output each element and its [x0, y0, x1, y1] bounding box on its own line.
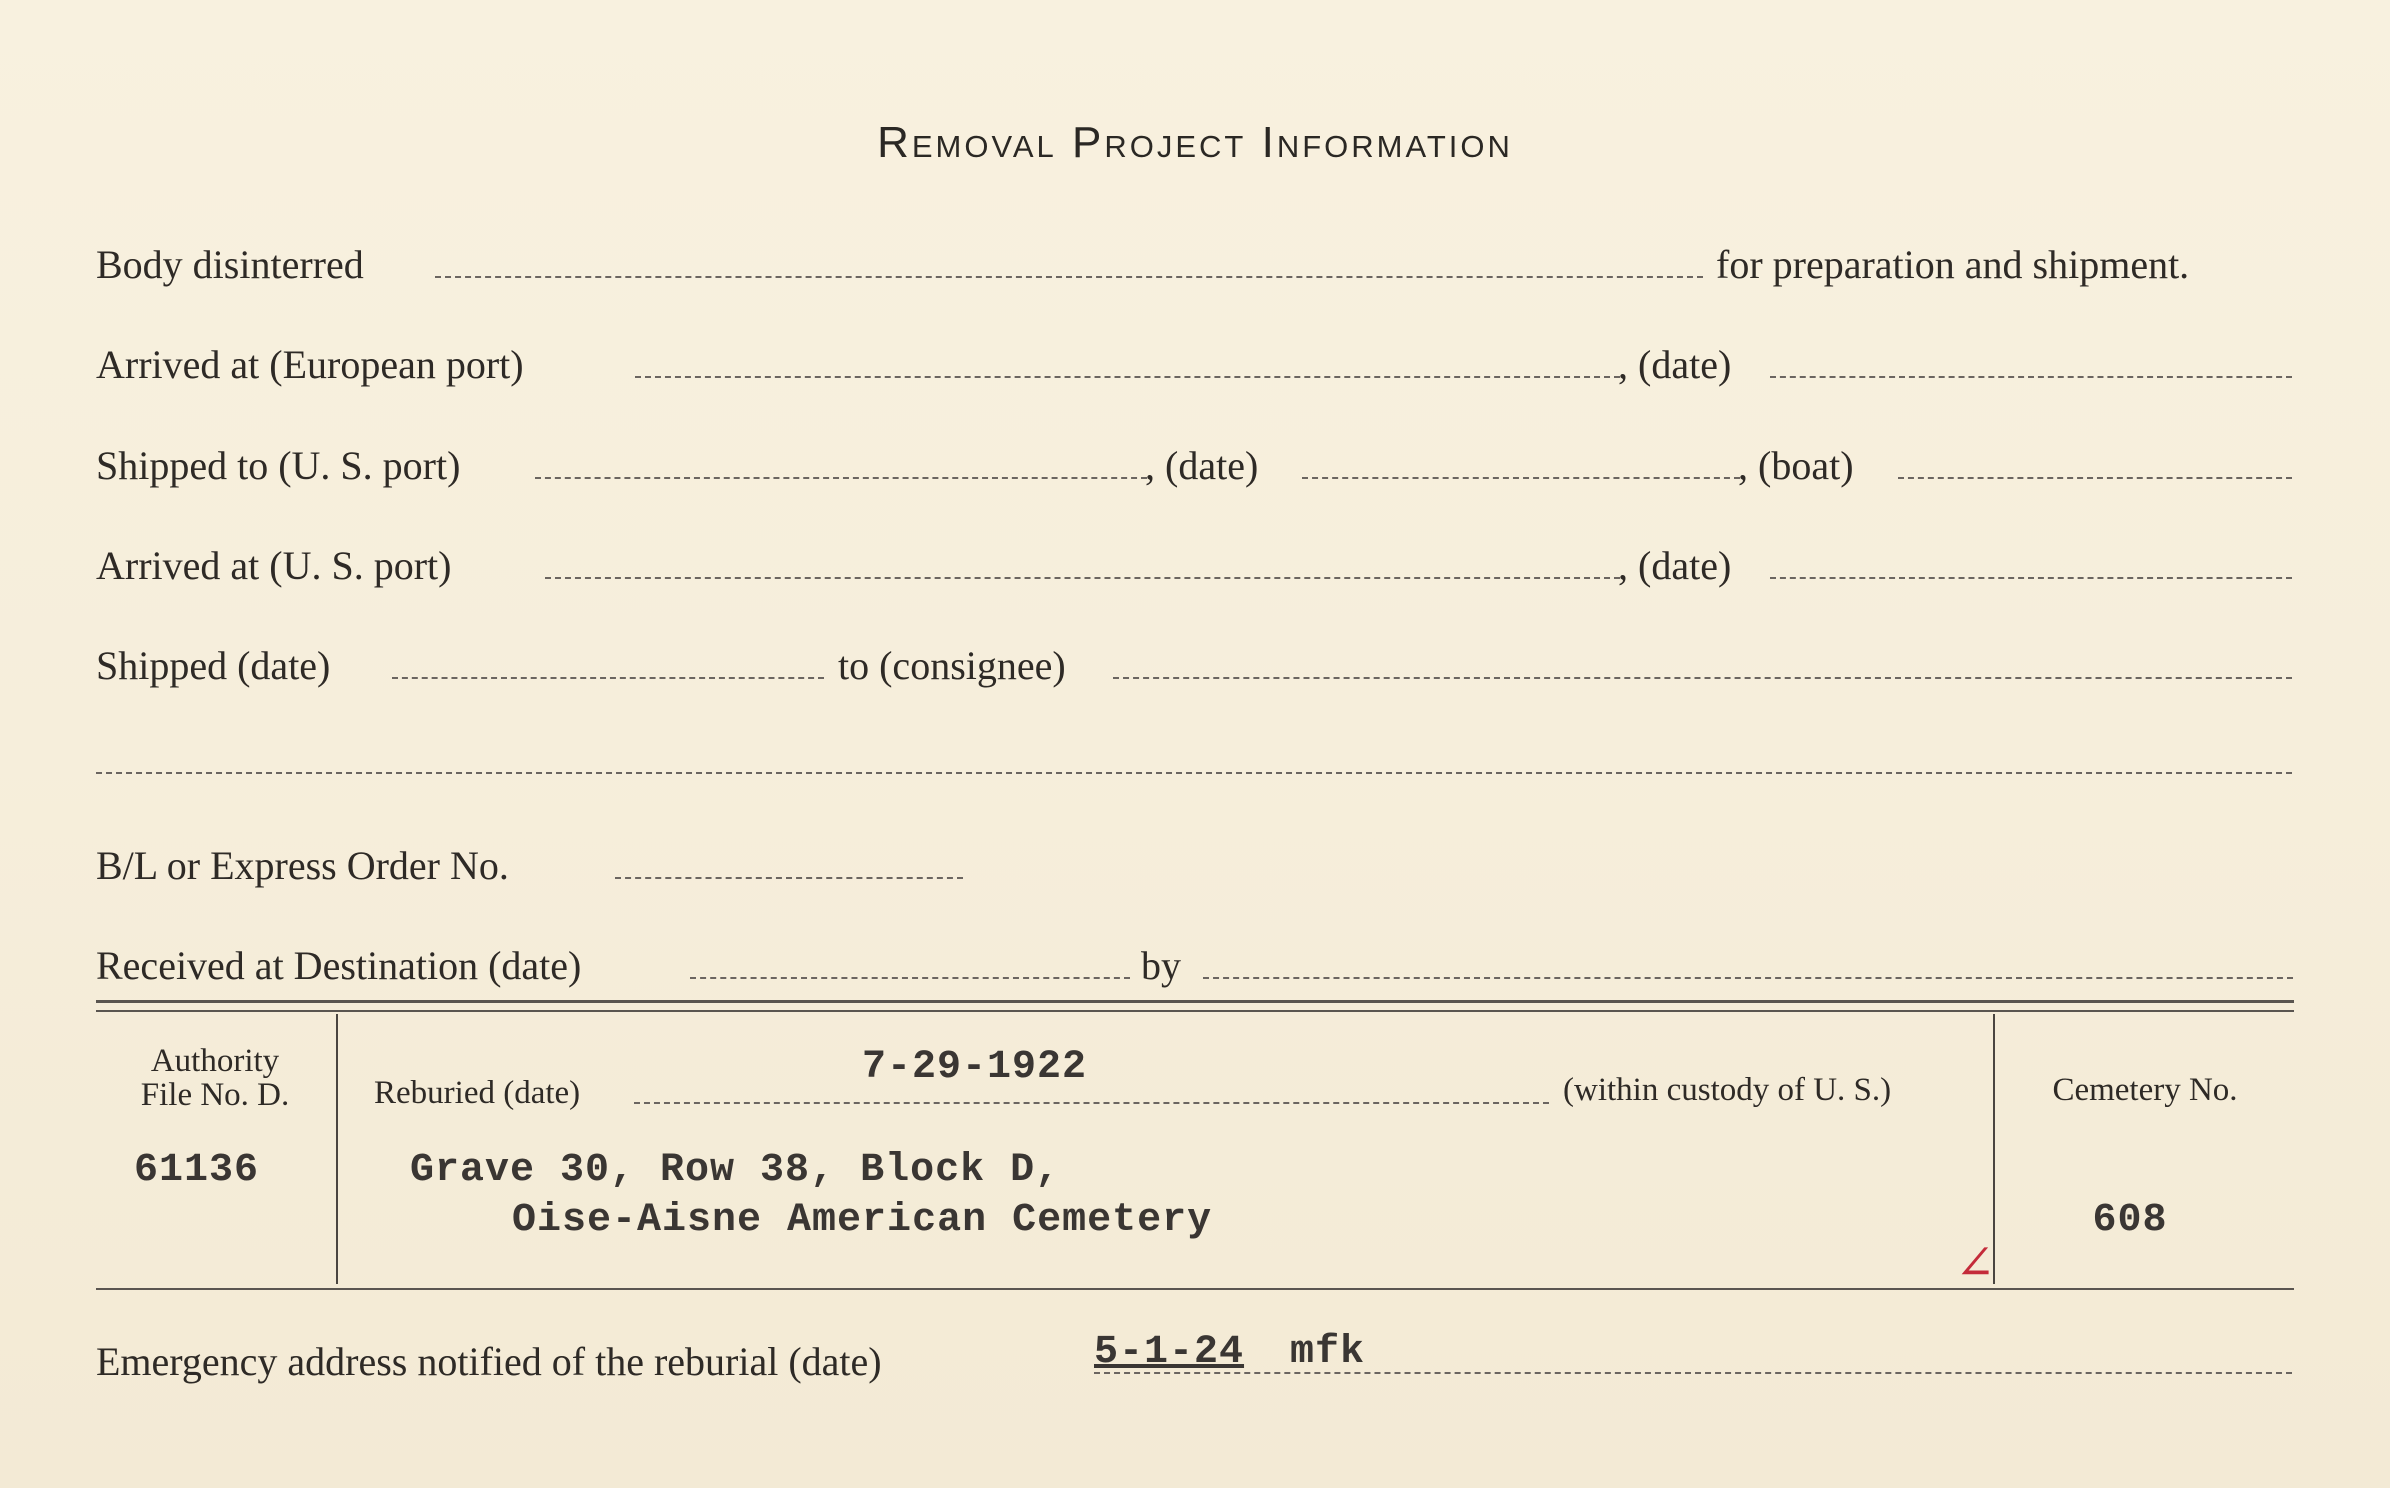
grave-line-2: Oise-Aisne American Cemetery: [512, 1198, 1213, 1243]
received-date-line: [690, 977, 1130, 979]
reburied-line: [634, 1102, 1549, 1104]
table-top-rule-2: [96, 1010, 2294, 1012]
date-label-2: , (date): [1145, 443, 1259, 488]
arrived-us-line: [545, 577, 1620, 579]
reburied-date: 7-29-1922: [862, 1045, 1088, 1090]
grave-line-1: Grave 30, Row 38, Block D,: [410, 1148, 1061, 1193]
date-label-1: , (date): [1618, 342, 1732, 387]
received-label: Received at Destination (date): [96, 943, 582, 988]
bl-order-line: [615, 877, 963, 879]
emergency-initials: mfk: [1290, 1330, 1366, 1375]
table-divider-1: [336, 1014, 338, 1284]
card-title: Removal Project Information: [877, 118, 1513, 167]
boat-line: [1898, 477, 2292, 479]
authority-label-1: Authority: [150, 1043, 280, 1079]
boat-label: , (boat): [1738, 443, 1854, 488]
emergency-label: Emergency address notified of the reburial (date): [96, 1339, 882, 1384]
date-line-1: [1770, 376, 2292, 378]
shipped-us-label: Shipped to (U. S. port): [96, 443, 461, 488]
consignee-label: to (consignee): [838, 643, 1066, 688]
file-number: 61136: [134, 1148, 260, 1193]
body-disinterred-label: Body disinterred: [96, 242, 364, 287]
us-port-line: [535, 477, 1147, 479]
preparation-label: for preparation and shipment.: [1716, 242, 2190, 287]
arrived-european-label: Arrived at (European port): [96, 342, 524, 387]
custody-label: (within custody of U. S.): [1563, 1072, 1892, 1108]
body-disinterred-line: [435, 276, 1703, 278]
date-label-3: , (date): [1618, 543, 1732, 588]
reburied-label: Reburied (date): [374, 1075, 581, 1111]
bl-order-label: B/L or Express Order No.: [96, 843, 509, 888]
blank-line: [96, 772, 2292, 774]
european-port-line: [635, 376, 1620, 378]
date-line-3: [1770, 577, 2292, 579]
date-line-2: [1302, 477, 1740, 479]
cemetery-number: 608: [2092, 1198, 2168, 1243]
shipped-date-line: [392, 677, 824, 679]
shipped-date-label: Shipped (date): [96, 643, 331, 688]
authority-label-2: File No. D.: [140, 1077, 290, 1113]
cemetery-label: Cemetery No.: [2052, 1072, 2238, 1108]
check-mark-icon: ∠: [1955, 1237, 1996, 1290]
emergency-date: 5-1-24: [1094, 1330, 1245, 1375]
table-top-rule: [96, 1000, 2294, 1003]
by-line: [1203, 977, 2293, 979]
consignee-line: [1113, 677, 2292, 679]
emergency-line: [1094, 1372, 2292, 1374]
arrived-us-label: Arrived at (U. S. port): [96, 543, 452, 588]
by-label: by: [1141, 943, 1181, 988]
